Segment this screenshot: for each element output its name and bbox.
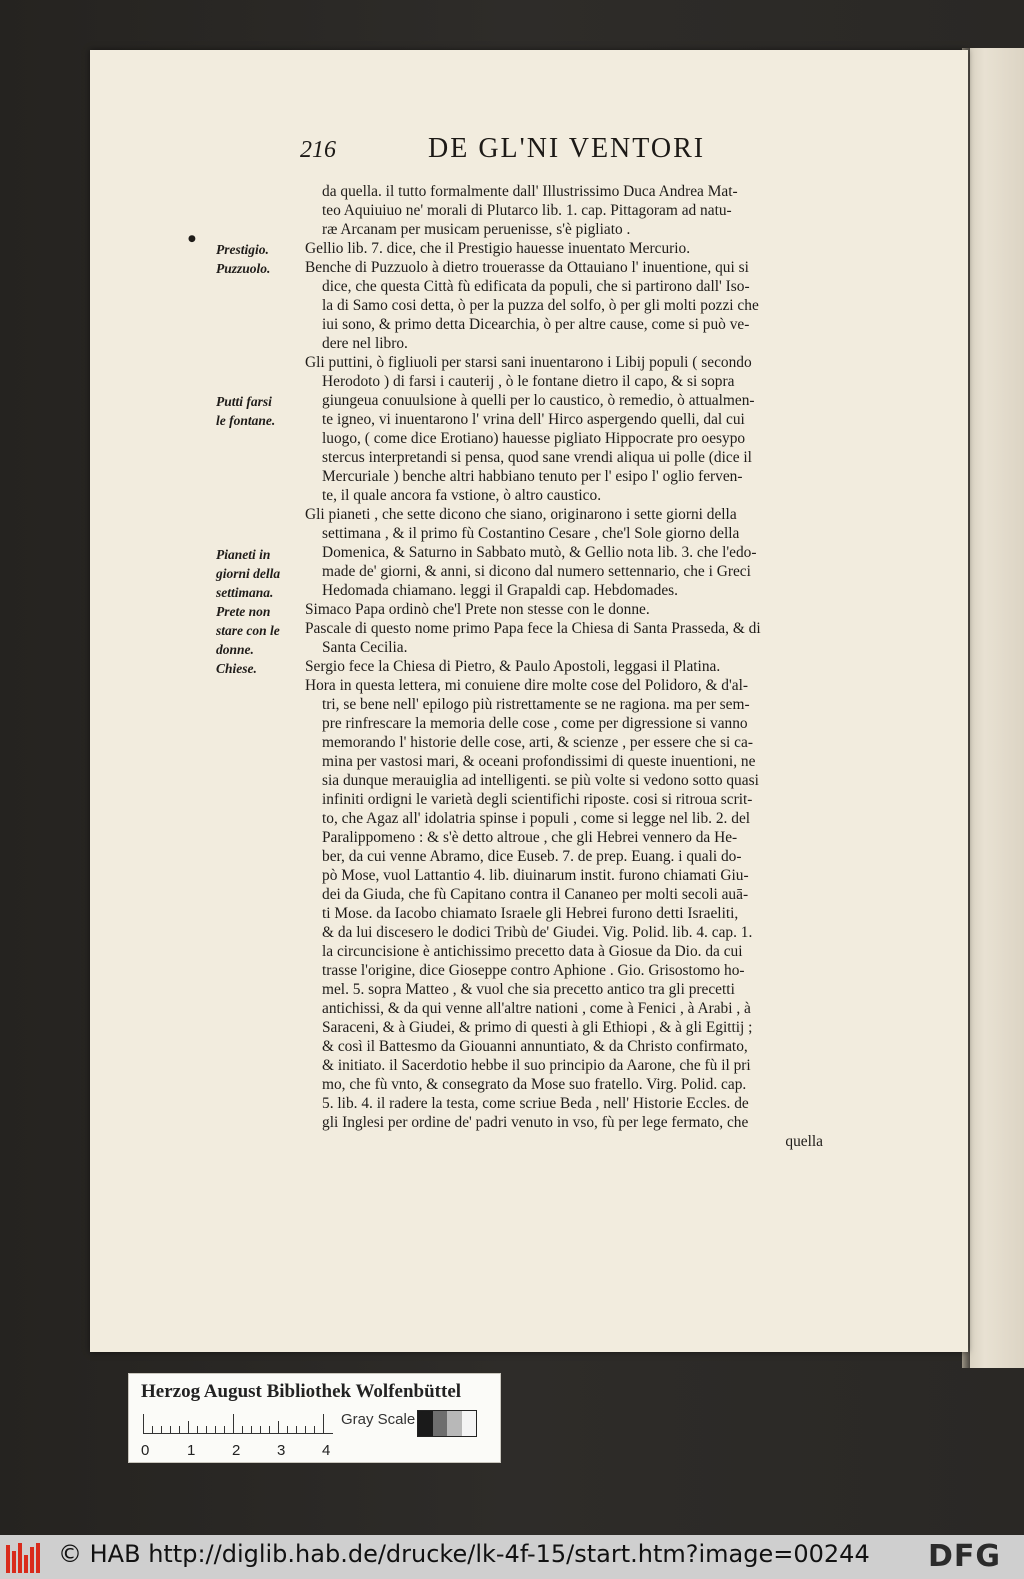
margin-note: donne. (216, 642, 254, 657)
text-line: infiniti ordigni le varietà degli scientifichi riposte. cosi si ritroua scrit- (322, 791, 753, 808)
text-line: mina per vastosi mari, & oceani profondissimi di queste inuentioni, ne (322, 753, 756, 770)
text-line: sia dunque merauiglia ad intelligenti. se più volte si vedono sotto quasi (322, 772, 759, 789)
text-line: settimana , & il primo fù Costantino Cesare , che'l Sole giorno della (322, 525, 740, 542)
text-line: Benche di Puzzuolo à dietro trouerasse da Ottauiano l' inuentione, qui si (305, 259, 749, 276)
library-name: Herzog August Bibliothek Wolfenbüttel (141, 1381, 462, 1402)
margin-note: Puzzuolo. (216, 261, 271, 276)
text-line: dere nel libro. (322, 335, 408, 352)
color-scale-card (128, 1373, 501, 1463)
text-line: Mercuriale ) benche altri habbiano tenuto per l' esipo l' oglio ferven- (322, 468, 743, 485)
text-line: pò Mose, vuol Lattantio 4. lib. diuinarum instit. furono chiamati Giu- (322, 867, 749, 884)
margin-note: settimana. (216, 585, 274, 600)
margin-bullet: ● (188, 234, 196, 244)
text-line: la di Samo cosi detta, ò per la puzza del solfo, ò per gli molti pozzi che (322, 297, 759, 314)
text-line: ti Mose. da Iacobo chiamato Israele gli Hebrei furono detti Israeliti, (322, 905, 739, 922)
text-line: iui sono, & primo detta Dicearchia, ò per altre cause, come si può ve- (322, 316, 750, 333)
gray-scale-label: Gray Scale (341, 1411, 416, 1428)
margin-note: Prestigio. (216, 242, 269, 257)
text-line: te igneo, vi inuentarono l' vrina dell' Hirco aspergendo quelli, dal cui (322, 411, 745, 428)
running-title: DE GL'NI VENTORI (428, 133, 706, 164)
margin-note: le fontane. (216, 413, 276, 428)
text-line: & da lui discesero le dodici Tribù de' Giudei. Vig. Polid. lib. 4. cap. 1. (322, 924, 753, 941)
ruler-number: 1 (187, 1442, 196, 1459)
text-line: Hedomada chiamano. leggi il Grapaldi cap. Hebdomades. (322, 582, 678, 599)
text-line: Hora in questa lettera, mi conuiene dire molte cose del Polidoro, & d'al- (305, 677, 748, 694)
margin-note: stare con le (216, 623, 280, 638)
text-line: to, che Agaz all' idolatria spinse i populi , come si legge nel lib. 2. del (322, 810, 751, 827)
text-line: giungeua conuulsione à quelli per lo caustico, ò remedio, ò attualmen- (322, 392, 755, 409)
ruler-number: 4 (322, 1442, 331, 1459)
hab-logo-icon (6, 1541, 44, 1573)
running-head (300, 133, 860, 169)
body-text (305, 182, 845, 1151)
text-line: Domenica, & Saturno in Sabbato mutò, & Gellio nota lib. 3. che l'edo- (322, 544, 757, 561)
text-line: Pascale di questo nome primo Papa fece la Chiesa di Santa Prassedа, & di (305, 620, 761, 637)
gray-swatch (433, 1411, 448, 1436)
gray-swatch (447, 1411, 462, 1436)
text-line: antichissi, & da qui venne all'altre nationi , come à Fenici , à Arabi , à (322, 1000, 751, 1017)
text-line: memorando l' historie delle cose, arti, & scienze , per essere che si ca- (322, 734, 753, 751)
text-line: ber, da cui venne Abramo, dice Euseb. 7. de prep. Euang. i quali do- (322, 848, 742, 865)
gray-swatch (418, 1411, 433, 1436)
page-number: 216 (300, 137, 336, 163)
margin-note: Pianeti in (216, 547, 271, 562)
margin-note: Chiese. (216, 661, 257, 676)
text-line: tri, se bene nell' epilogo più ristrettamente se ne ragiona. ma per sem- (322, 696, 750, 713)
text-line: mel. 5. sopra Matteo , & vuol che sia precetto antico tra gli precetti (322, 981, 735, 998)
margin-note: giorni della (216, 566, 281, 581)
ruler-number: 2 (232, 1442, 241, 1459)
text-line: te, il quale ancora fa vstione, ò altro caustico. (322, 487, 602, 504)
text-line: ræ Arcanam per musicam peruenisse, s'è pigliato . (322, 221, 631, 238)
text-line: Simaco Papa ordinò che'l Prete non stesse con le donne. (305, 601, 650, 618)
adjacent-page-edge (968, 48, 1024, 1368)
footer-bar (0, 1535, 1024, 1579)
text-line: dice, che questa Città fù edificata da populi, che si partirono dall' Iso- (322, 278, 750, 295)
text-line: teo Aquiuiuo ne' morali di Plutarco lib. 1. cap. Pittagoram ad natu- (322, 202, 732, 219)
text-line: made de' giorni, & anni, si dicono dal numero settennario, che i Greci (322, 563, 751, 580)
text-line: mo, che fù vnto, & consegrato da Mose suo fratello. Virg. Polid. cap. (322, 1076, 747, 1093)
text-line: dei da Giuda, che fù Capitano contra il Cananeo per molti secoli auā- (322, 886, 749, 903)
gray-swatch (462, 1411, 477, 1436)
margin-note: Prete non (216, 604, 271, 619)
text-line: Santa Cecilia. (322, 639, 408, 656)
text-line: & initiato. il Sacerdotio hebbe il suo principio da Aarone, che fù il pri (322, 1057, 751, 1074)
text-line: Sergio fece la Chiesa di Pietro, & Paulo Apostoli, leggasi il Platina. (305, 658, 721, 675)
text-line: gli Inglesi per ordine de' padri venuto in vso, fù per lege fermato, che (322, 1114, 749, 1131)
text-line: Herodoto ) di farsi i cauterij , ò le fontane dietro il capo, & si sopra (322, 373, 735, 390)
text-line: 5. lib. 4. il radere la testa, come scriue Beda , nell' Historie Eccles. de (322, 1095, 749, 1112)
text-line: da quella. il tutto formalmente dall' Illustrissimo Duca Andrea Mat- (322, 183, 738, 200)
copyright-url[interactable]: © HAB http://diglib.hab.de/drucke/lk-4f-15/start.htm?image=00244 (58, 1540, 870, 1568)
text-line: stercus interpretandi si pensa, quod sane vrendi aliqua ui polle (dice il (322, 449, 752, 466)
dfg-logo: DFG (928, 1539, 1002, 1574)
text-line: Gli puttini, ò figliuoli per starsi sani inuentarono i Libij populi ( secondo (305, 354, 752, 371)
margin-note: Putti farsi (216, 394, 272, 409)
text-line: pre rinfrescare la memoria delle cose , come per digressione si vanno (322, 715, 748, 732)
text-line: Gellio lib. 7. dice, che il Prestigio hauesse inuentato Mercurio. (305, 240, 691, 257)
text-line: & così il Battesmo da Giouanni annuntiato, & da Christo confirmato, (322, 1038, 748, 1055)
gray-scale-swatches (417, 1410, 477, 1437)
text-line: Gli pianeti , che sette dicono che siano, originarono i sette giorni della (305, 506, 737, 523)
ruler-icon (143, 1414, 333, 1434)
text-line: la circuncisione è antichissimo precetto data à Giosue da Dio. da cui (322, 943, 743, 960)
text-line: Saraceni, & à Giudei, & primo di questi à gli Ethiopi , & à gli Egittij ; (322, 1019, 753, 1036)
text-line: luogo, ( come dice Erotiano) hauesse pigliato Hippocrate pro oesypo (322, 430, 746, 447)
catchword: quella (785, 1133, 823, 1150)
text-line: trasse l'origine, dice Gioseppe contro Aphione . Gio. Grisostomo ho- (322, 962, 745, 979)
ruler-number: 0 (141, 1442, 150, 1459)
text-line: Paralippomeno : & s'è detto altroue , che gli Hebrei vennero da He- (322, 829, 738, 846)
ruler-number: 3 (277, 1442, 286, 1459)
